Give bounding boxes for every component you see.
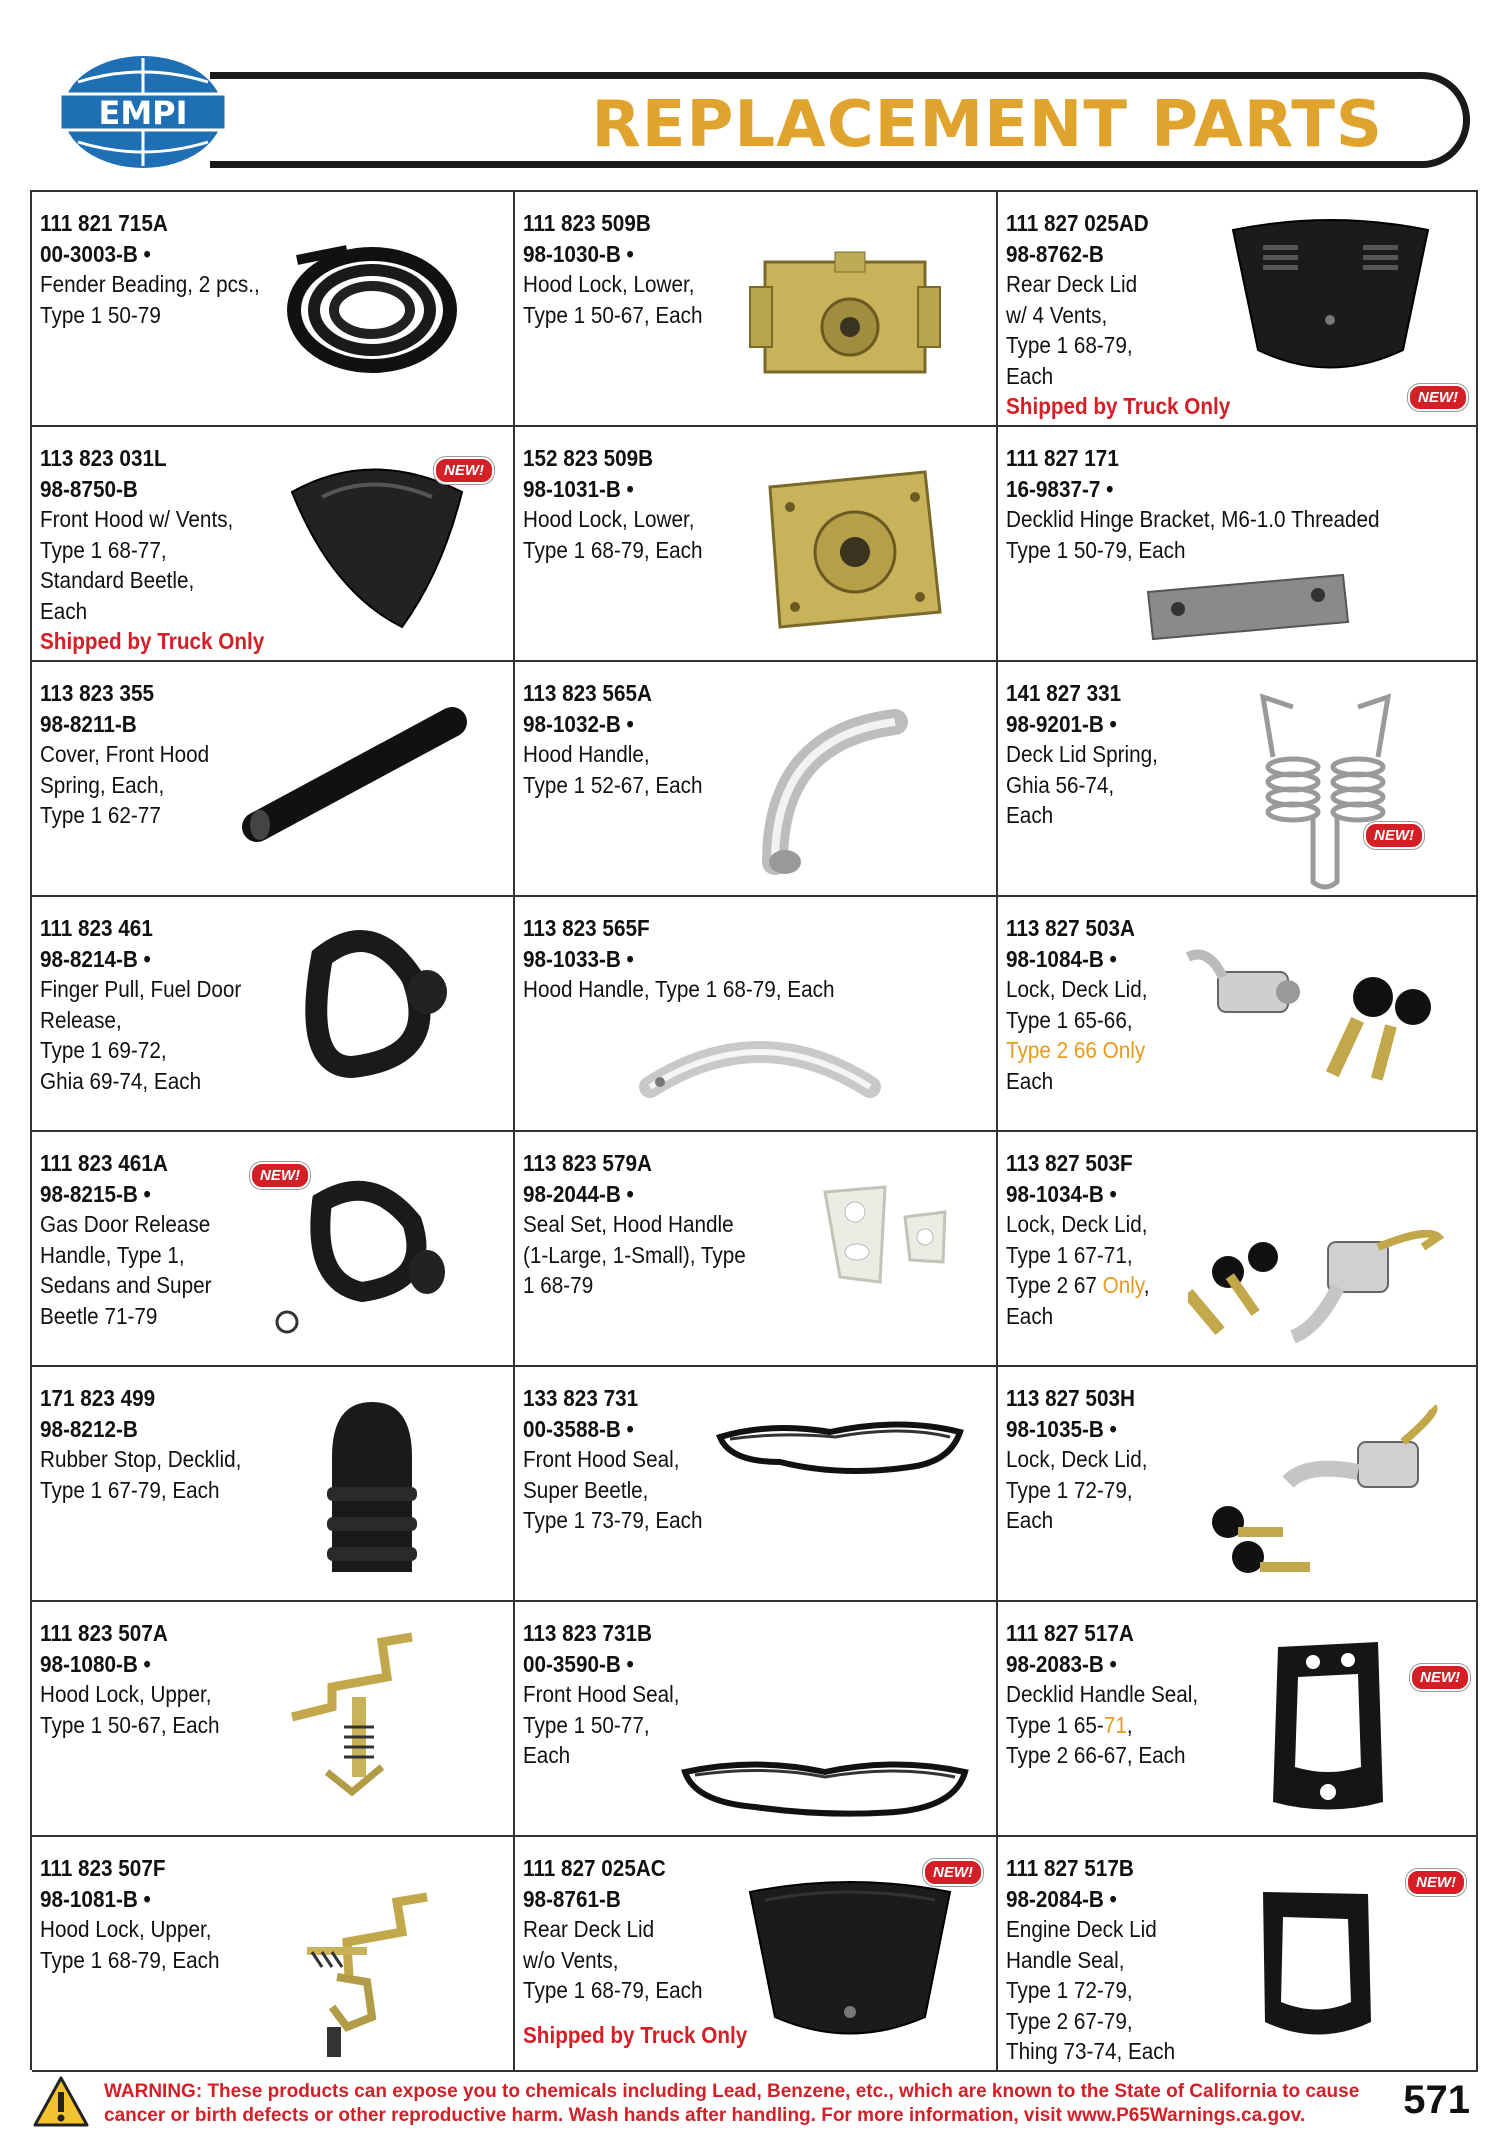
sku: 98-1035-B • bbox=[1006, 1415, 1117, 1442]
oem-number: 111 823 461 bbox=[40, 915, 153, 941]
oem-number: 113 823 731B bbox=[523, 1620, 652, 1646]
desc-line: Ghia 56-74, bbox=[1006, 771, 1115, 798]
desc-line: Hood Lock, Lower, bbox=[523, 271, 695, 297]
new-badge: NEW! bbox=[434, 457, 494, 484]
oem-number: 171 823 499 bbox=[40, 1385, 156, 1411]
part-cell bbox=[515, 1367, 998, 1602]
desc-line: Type 2 67-79, bbox=[1006, 2007, 1133, 2034]
oem-number: 111 823 461A bbox=[40, 1150, 168, 1176]
desc-line: Each bbox=[1006, 362, 1054, 389]
desc-line: Type 1 65-66, bbox=[1006, 1006, 1133, 1033]
part-cell bbox=[32, 662, 515, 897]
desc-line: Type 1 52-67, Each bbox=[523, 771, 703, 798]
warning-line: cancer or birth defects or other reproductive harm. Wash hands after handling. For more information, visit www.P65Warnings.ca.gov. bbox=[104, 2105, 1306, 2126]
page-number: 571 bbox=[1403, 2078, 1470, 2122]
sku: 98-1081-B • bbox=[40, 1885, 151, 1912]
sku: 98-1031-B • bbox=[523, 475, 634, 502]
desc-line: Type 1 73-79, Each bbox=[523, 1507, 703, 1533]
oem-number: 111 823 507A bbox=[40, 1620, 168, 1646]
desc-line: Spring, Each, bbox=[40, 771, 165, 798]
oem-number: 141 827 331 bbox=[1006, 680, 1122, 706]
desc-line: Hood Lock, Lower, bbox=[523, 506, 695, 532]
part-cell bbox=[515, 897, 998, 1132]
desc-line: Lock, Deck Lid, bbox=[1006, 1211, 1148, 1237]
oem-number: 113 827 503H bbox=[1006, 1385, 1135, 1411]
desc-line: w/o Vents, bbox=[523, 1946, 619, 1973]
sku: 00-3588-B • bbox=[523, 1415, 634, 1442]
oem-number: 113 823 579A bbox=[523, 1150, 652, 1176]
desc-line: Type 1 67-79, Each bbox=[40, 1476, 220, 1503]
oem-number: 111 827 025AD bbox=[1006, 210, 1149, 236]
part-cell bbox=[515, 1837, 998, 2072]
oem-number: 133 823 731 bbox=[523, 1385, 639, 1411]
desc-line: Type 2 66-67, Each bbox=[1006, 1742, 1186, 1768]
desc-line: Rear Deck Lid bbox=[523, 1916, 655, 1942]
sku: 98-8214-B • bbox=[40, 945, 151, 972]
oem-number: 152 823 509B bbox=[523, 445, 654, 471]
oem-number: 111 823 509B bbox=[523, 210, 651, 236]
desc-line-mixed: Type 1 65-71, bbox=[1006, 1711, 1133, 1738]
new-badge: NEW! bbox=[1406, 1869, 1466, 1896]
desc-line: w/ 4 Vents, bbox=[1006, 301, 1108, 328]
desc-line: Type 1 69-72, bbox=[40, 1037, 167, 1063]
oem-number: 113 823 565A bbox=[523, 680, 652, 706]
desc-line: Seal Set, Hood Handle bbox=[523, 1211, 734, 1237]
oem-number: 111 827 171 bbox=[1006, 445, 1119, 471]
sku: 98-1032-B • bbox=[523, 710, 634, 737]
desc-line: Each bbox=[523, 1742, 571, 1768]
desc-line: Decklid Hinge Bracket, M6-1.0 Threaded bbox=[1006, 506, 1380, 532]
part-cell bbox=[32, 1132, 515, 1367]
part-cell bbox=[32, 1837, 515, 2072]
desc-line: Type 1 50-77, bbox=[523, 1711, 650, 1738]
desc-line: Lock, Deck Lid, bbox=[1006, 1446, 1148, 1472]
desc-line: Hood Lock, Upper, bbox=[40, 1681, 212, 1707]
warning-line: WARNING: These products can expose you to chemicals including Lead, Benzene, etc., which are known to the State of California to cause bbox=[104, 2081, 1360, 2102]
truck-note: Shipped by Truck Only bbox=[1006, 393, 1231, 419]
oem-number: 113 827 503A bbox=[1006, 915, 1135, 941]
sku: 98-1084-B • bbox=[1006, 945, 1117, 972]
part-cell bbox=[998, 897, 1478, 1132]
oem-number: 111 821 715A bbox=[40, 210, 168, 236]
desc-line: Type 1 50-79 bbox=[40, 301, 161, 328]
sku: 98-8761-B bbox=[523, 1885, 621, 1912]
truck-note: Shipped by Truck Only bbox=[523, 2021, 748, 2048]
desc-line: Each bbox=[40, 597, 88, 624]
desc-line-mixed: Type 2 67 Only, bbox=[1006, 1272, 1150, 1298]
part-cell bbox=[998, 1602, 1478, 1837]
part-cell bbox=[515, 1132, 998, 1367]
desc-line: (1-Large, 1-Small), Type bbox=[523, 1241, 746, 1268]
header-bar bbox=[210, 72, 1470, 168]
desc-line: Each bbox=[1006, 1302, 1054, 1329]
sku: 00-3590-B • bbox=[523, 1650, 634, 1677]
desc-line: Hood Handle, bbox=[523, 741, 650, 767]
desc-line: Each bbox=[1006, 1507, 1054, 1533]
desc-line: Front Hood Seal, bbox=[523, 1681, 680, 1707]
part-cell bbox=[998, 192, 1478, 427]
sku: 98-1080-B • bbox=[40, 1650, 151, 1677]
desc-line: Type 1 68-77, bbox=[40, 536, 167, 563]
desc-line: Rear Deck Lid bbox=[1006, 271, 1138, 297]
sku: 98-1033-B • bbox=[523, 945, 634, 972]
part-cell bbox=[515, 1602, 998, 1837]
desc-line: Each bbox=[1006, 1067, 1054, 1094]
truck-note: Shipped by Truck Only bbox=[40, 628, 265, 654]
desc-line: Front Hood w/ Vents, bbox=[40, 506, 234, 532]
part-cell bbox=[998, 1837, 1478, 2072]
desc-line: Release, bbox=[40, 1006, 122, 1033]
desc-line: Thing 73-74, Each bbox=[1006, 2038, 1176, 2064]
desc-line: Sedans and Super bbox=[40, 1272, 212, 1298]
desc-line: Hood Handle, Type 1 68-79, Each bbox=[523, 976, 835, 1002]
part-cell bbox=[32, 1367, 515, 1602]
new-badge: NEW! bbox=[250, 1162, 310, 1189]
desc-line: Standard Beetle, bbox=[40, 567, 195, 593]
sku: 98-2083-B • bbox=[1006, 1650, 1117, 1677]
desc-line: Type 1 72-79, bbox=[1006, 1977, 1133, 2003]
part-cell bbox=[32, 897, 515, 1132]
desc-line: Type 1 68-79, Each bbox=[40, 1946, 220, 1973]
desc-line: Fender Beading, 2 pcs., bbox=[40, 271, 260, 297]
sku: 98-8762-B bbox=[1006, 240, 1104, 267]
desc-line: Cover, Front Hood bbox=[40, 741, 210, 767]
desc-line: Rubber Stop, Decklid, bbox=[40, 1446, 242, 1472]
desc-line: Type 1 68-79, Each bbox=[523, 536, 703, 563]
desc-line: Type 1 50-67, Each bbox=[523, 301, 703, 328]
desc-line: Deck Lid Spring, bbox=[1006, 741, 1158, 767]
oem-number: 113 823 565F bbox=[523, 915, 650, 941]
parts-grid bbox=[30, 190, 1478, 2070]
part-cell bbox=[32, 1602, 515, 1837]
oem-number: 111 827 517B bbox=[1006, 1855, 1134, 1881]
desc-line-highlight: Type 2 66 Only bbox=[1006, 1037, 1146, 1063]
sku: 98-9201-B • bbox=[1006, 710, 1117, 737]
desc-line: Handle Seal, bbox=[1006, 1946, 1125, 1973]
new-badge: NEW! bbox=[1410, 1664, 1470, 1691]
desc-line: Each bbox=[1006, 802, 1054, 828]
desc-line: Handle, Type 1, bbox=[40, 1241, 185, 1268]
part-cell bbox=[998, 1132, 1478, 1367]
hood-handle-icon bbox=[635, 1027, 885, 1107]
desc-line: Hood Lock, Upper, bbox=[40, 1916, 212, 1942]
oem-number: 111 827 025AC bbox=[523, 1855, 666, 1881]
hinge-bracket-icon bbox=[1143, 567, 1353, 647]
desc-line: Ghia 69-74, Each bbox=[40, 1067, 202, 1094]
desc-line: Front Hood Seal, bbox=[523, 1446, 680, 1472]
desc-line: Type 1 72-79, bbox=[1006, 1476, 1133, 1503]
new-badge: NEW! bbox=[1364, 822, 1424, 849]
warning-icon bbox=[32, 2075, 90, 2129]
page-title: REPLACEMENT PARTS bbox=[591, 88, 1383, 162]
desc-line: Lock, Deck Lid, bbox=[1006, 976, 1148, 1002]
part-cell bbox=[515, 427, 998, 662]
oem-number: 113 827 503F bbox=[1006, 1150, 1133, 1176]
part-cell bbox=[998, 662, 1478, 897]
desc-line: Beetle 71-79 bbox=[40, 1302, 158, 1329]
desc-line: Type 1 50-79, Each bbox=[1006, 536, 1186, 563]
desc-line: Type 1 68-79, Each bbox=[523, 1977, 703, 2003]
prop65-warning bbox=[104, 2080, 1404, 2128]
desc-line: Type 1 50-67, Each bbox=[40, 1711, 220, 1738]
desc-line: Gas Door Release bbox=[40, 1211, 211, 1237]
sku: 98-2044-B • bbox=[523, 1180, 634, 1207]
desc-line: Super Beetle, bbox=[523, 1476, 649, 1503]
oem-number: 113 823 355 bbox=[40, 680, 154, 706]
sku: 98-1030-B • bbox=[523, 240, 634, 267]
oem-number: 111 827 517A bbox=[1006, 1620, 1134, 1646]
new-badge: NEW! bbox=[923, 1859, 983, 1886]
oem-number: 113 823 031L bbox=[40, 445, 167, 471]
sku: 98-8215-B • bbox=[40, 1180, 151, 1207]
part-cell bbox=[998, 1367, 1478, 1602]
logo-text: EMPI bbox=[98, 94, 188, 132]
part-cell bbox=[515, 662, 998, 897]
desc-line: Decklid Handle Seal, bbox=[1006, 1681, 1199, 1707]
sku: 98-8211-B bbox=[40, 710, 137, 737]
sku: 98-2084-B • bbox=[1006, 1885, 1117, 1912]
desc-line: Type 1 68-79, bbox=[1006, 332, 1133, 358]
sku: 16-9837-7 • bbox=[1006, 475, 1114, 502]
desc-line: Type 1 67-71, bbox=[1006, 1241, 1133, 1268]
part-cell bbox=[32, 427, 515, 662]
sku: 98-8212-B bbox=[40, 1415, 138, 1442]
part-cell bbox=[32, 192, 515, 427]
oem-number: 111 823 507F bbox=[40, 1855, 166, 1881]
part-cell bbox=[998, 427, 1478, 662]
desc-line: Finger Pull, Fuel Door bbox=[40, 976, 242, 1002]
new-badge: NEW! bbox=[1408, 384, 1468, 411]
desc-line: Type 1 62-77 bbox=[40, 802, 161, 828]
part-cell bbox=[515, 192, 998, 427]
sku: 00-3003-B • bbox=[40, 240, 151, 267]
sku: 98-8750-B bbox=[40, 475, 138, 502]
desc-line: Engine Deck Lid bbox=[1006, 1916, 1157, 1942]
sku: 98-1034-B • bbox=[1006, 1180, 1117, 1207]
desc-line: 1 68-79 bbox=[523, 1272, 594, 1298]
